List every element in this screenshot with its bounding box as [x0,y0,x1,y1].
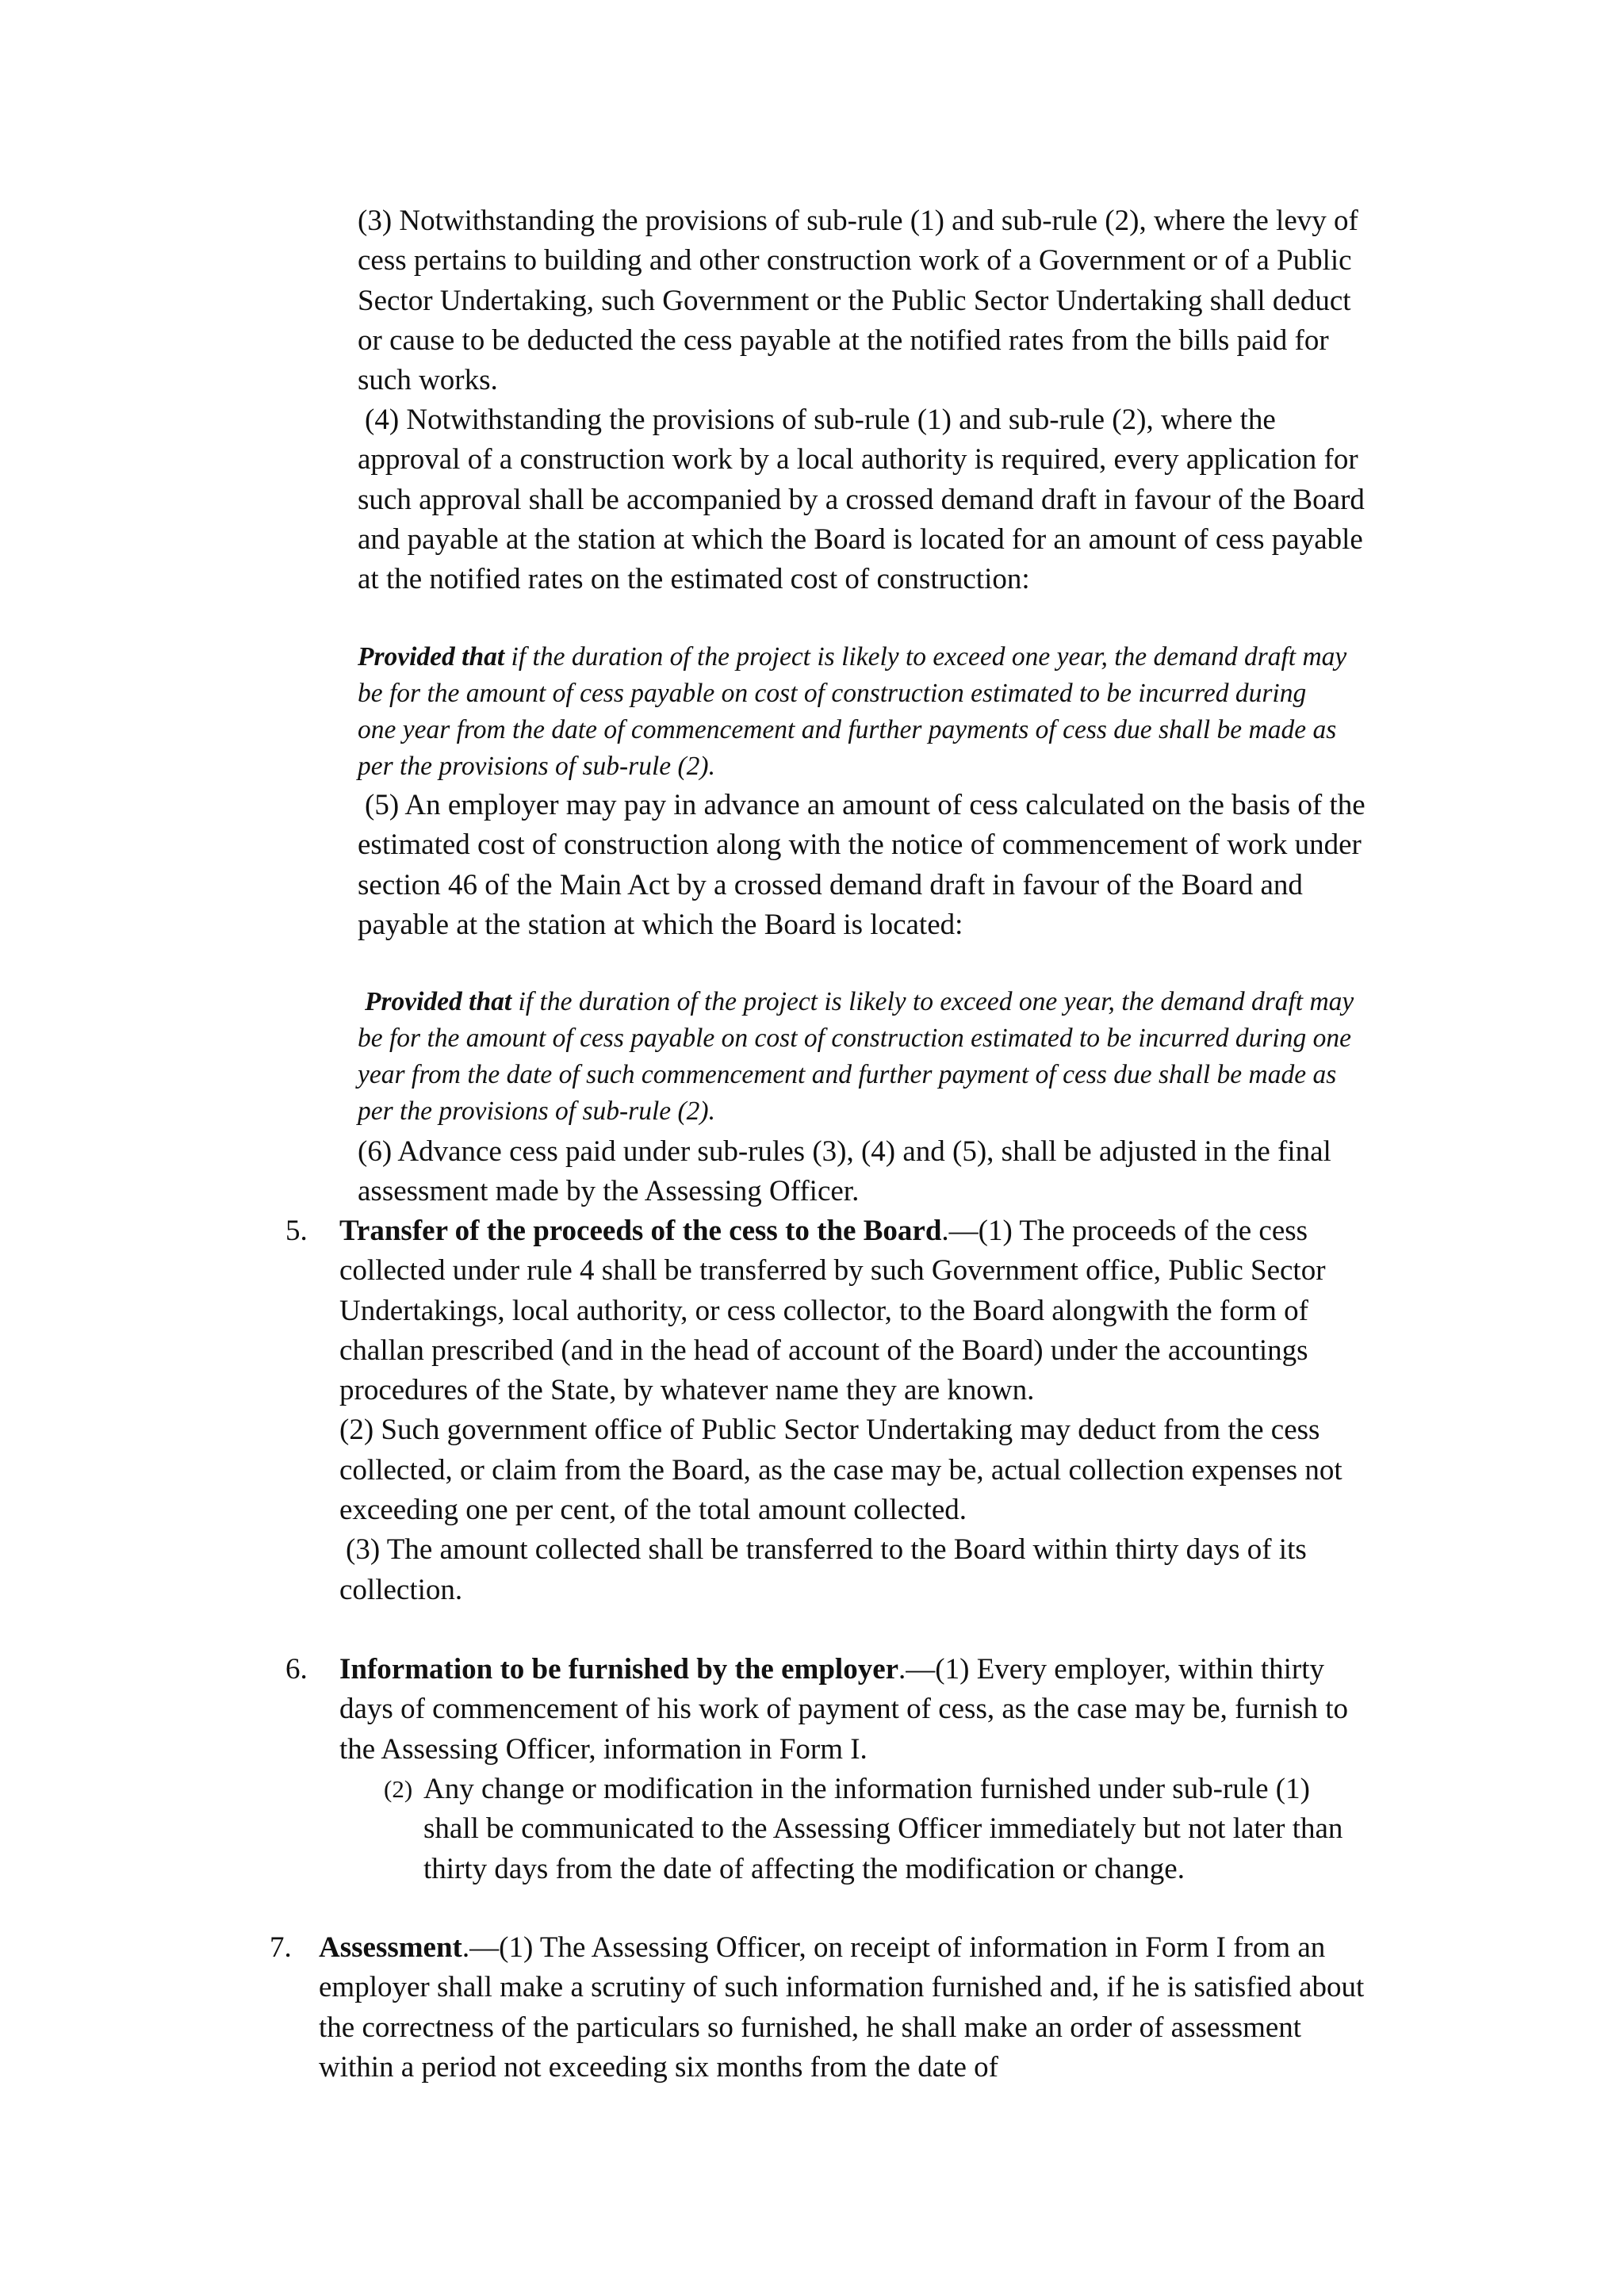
rule-7 [270,1928,1369,2087]
rule-7-heading: Assessment [319,1931,462,1964]
rule-6-para-2-text: Any change or modification in the information furnished under sub-rule (1) shall be communicated to the Assessing Officer immediately but not later than thirty days from the date of affecting the modification or change. [423,1773,1343,1885]
rule-6-para-1 [339,1650,1369,1770]
rule-7-body [319,1928,1369,2087]
sub-rule-4: (4) Notwithstanding the provisions of sub-rule (1) and sub-rule (2), where the approval of a construction work by a local authority is required, every application for such approval shall be accompanied by a crossed demand draft in favour of the Board and payable at the station at which the Board is located for an amount of cess payable at the notified rates on the estimated cost of construction: [358,404,1365,596]
rule-6-para-1-text: .—(1) Every employer, within thirty days of commencement of his work of payment of cess, as the case may be, furnish to the Assessing Officer, information in Form I. [339,1653,1349,1766]
rule-5-body [339,1211,1369,1610]
rule-6-number: 6. [285,1653,308,1686]
rule-6-body [339,1650,1369,1770]
sub-rule-5: (5) An employer may pay in advance an amount of cess calculated on the basis of the estimated cost of construction along with the notice of commencement of work under section 46 of the Main Act by a crossed demand draft in favour of the Board and payable at the station at which the Board is located: [358,789,1365,941]
rule-7-para-1 [319,1928,1369,2087]
rule-7-para-1-text: .—(1) The Assessing Officer, on receipt of information in Form I from an employer shall make a scrutiny of such information furnished and, if he is satisfied about the correctness of the particulars so furnished, he shall make an order of assessment within a period not exceeding six months from the date of [319,1931,1365,2084]
rule-6-para-2 [384,1770,1369,1889]
sub-rule-4-proviso [358,639,1349,785]
proviso-text: if the duration of the project is likely to exceed one year, the demand draft may be for the amount of cess payable on cost of construction estimated to be incurred during one year from the date of such commencement and further payment of cess due shall be made as per the provisions of sub-rule (2). [358,987,1354,1126]
rule-5-para-1-text: .—(1) The proceeds of the cess collected under rule 4 shall be transferred by such Government office, Public Sector Undertakings, local authority, or cess collector, to the Board alongwith the form of challan prescribed (and in the head of account of the Board) under the accountings procedures of the State, by whatever name they are known. [339,1215,1326,1407]
sub-rule-3: (3) Notwithstanding the provisions of sub-rule (1) and sub-rule (2), where the levy of cess pertains to building and other construction work of a Government or of a Public Sector Undertaking, such Government or the Public Sector Undertaking shall deduct or cause to be deducted the cess payable at the notified rates from the bills paid for such works. [358,205,1358,397]
sub-rule-5-proviso [358,984,1361,1130]
rule-5-heading: Transfer of the proceeds of the cess to the Board [339,1215,942,1247]
rule-5-para-1 [339,1211,1369,1410]
proviso-lead: Provided that [358,642,505,672]
rule-7-number: 7. [270,1931,292,1964]
rule-5-number: 5. [285,1215,308,1247]
rule-6-para-2-number: (2) [384,1775,413,1803]
sub-rule-6: (6) Advance cess paid under sub-rules (3), (4) and (5), shall be adjusted in the final assessment made by the Assessing Officer. [358,1135,1331,1208]
rule-6 [285,1650,1369,1770]
proviso-lead: Provided that [365,987,512,1016]
rule-5-para-2: (2) Such government office of Public Sector Undertaking may deduct from the cess collected, or claim from the Board, as the case may be, actual collection expenses not exceeding one per cent, of the total amount collected. [339,1414,1342,1527]
rule-5 [285,1211,1369,1610]
rule-6-heading: Information to be furnished by the employer [339,1653,899,1686]
rule-5-para-3: (3) The amount collected shall be transferred to the Board within thirty days of its collection. [339,1533,1307,1606]
proviso-text: if the duration of the project is likely to exceed one year, the demand draft may be for the amount of cess payable on cost of construction estimated to be incurred during one year from the date of commencement and further payments of cess due shall be made as per the provisions of sub-rule (2). [358,642,1347,781]
